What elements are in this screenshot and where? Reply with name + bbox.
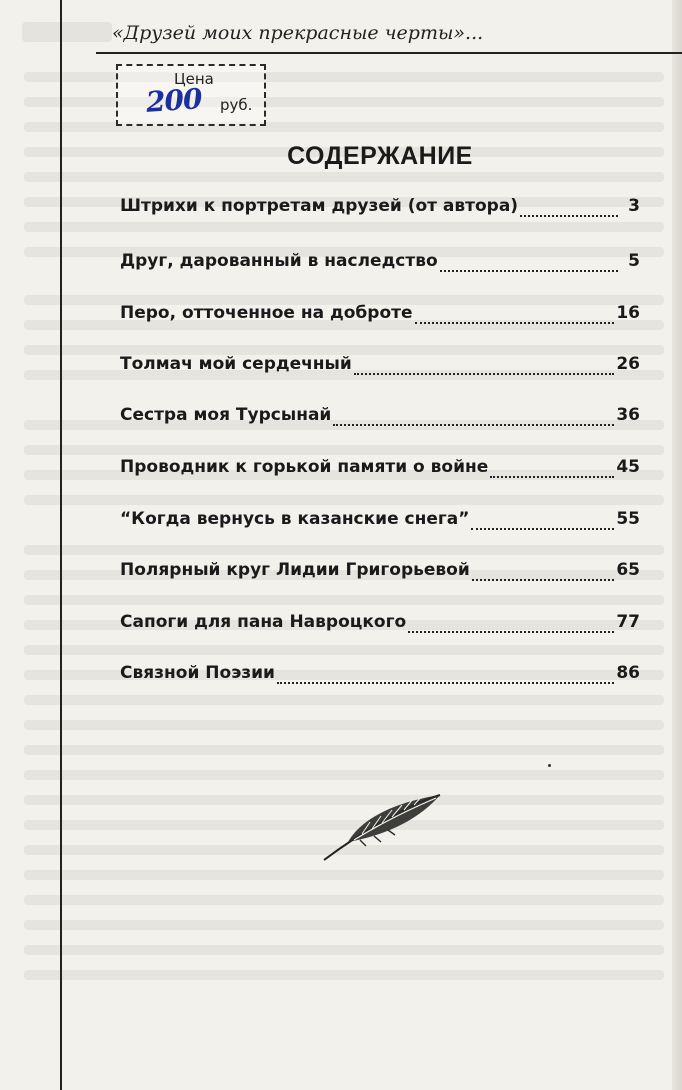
ghost-line [24,870,664,880]
ghost-line [24,645,664,655]
ghost-running-head [22,22,112,42]
toc-dot-leader [440,269,618,272]
feather-quill-icon [318,790,444,864]
ghost-line [24,222,664,232]
toc-entry[interactable] [120,405,640,431]
ink-speck [548,764,551,767]
ghost-line [24,945,664,955]
ghost-line [24,895,664,905]
ghost-line [24,595,664,605]
toc-entry[interactable] [120,354,640,380]
ghost-line [24,970,664,980]
toc-dot-leader [490,475,614,478]
toc-page-number: 77 [616,612,640,632]
page-title: СОДЕРЖАНИЕ [287,142,473,170]
toc-page-number: 3 [628,196,640,216]
toc-entry[interactable] [120,251,640,277]
ghost-line [24,920,664,930]
toc-page-number: 45 [616,457,640,477]
price-stamp-currency: руб. [220,96,253,114]
toc-dot-leader [333,423,614,426]
header-rule [96,52,682,54]
ghost-line [24,695,664,705]
ghost-line [24,720,664,730]
toc-dot-leader [471,527,614,530]
price-handwritten-value: 200 [144,82,203,119]
toc-entry-title: Штрихи к портретам друзей (от автора) [120,196,519,216]
toc-entry-title: Толмач мой сердечный [120,354,352,374]
toc-page-number: 65 [616,560,640,580]
ghost-line [24,745,664,755]
toc-dot-leader [415,321,615,324]
toc-entry-title: Проводник к горькой памяти о войне [120,457,489,477]
ghost-line [24,172,664,182]
toc-page-number: 36 [616,405,640,425]
toc-dot-leader [408,630,614,633]
toc-entry-title: Сапоги для пана Навроцкого [120,612,407,632]
toc-entry-title: “Когда вернусь в казанские снега” [120,509,470,529]
toc-entry[interactable] [120,457,640,483]
toc-entry-title: Связной Поэзии [120,663,275,683]
ghost-line [24,770,664,780]
toc-entry-title: Сестра моя Турсынай [120,405,332,425]
toc-entry[interactable] [120,509,640,535]
toc-page-number: 55 [616,509,640,529]
page-gutter-rule [60,0,62,1090]
toc-dot-leader [472,578,615,581]
ghost-line [24,495,664,505]
toc-entry[interactable] [120,303,640,329]
toc-entry-title: Друг, дарованный в наследство [120,251,438,271]
toc-page-number: 16 [616,303,640,323]
toc-dot-leader [354,372,615,375]
toc-entry[interactable] [120,612,640,638]
toc-page-number: 86 [616,663,640,683]
toc-dot-leader [277,681,614,684]
toc-entry[interactable] [120,196,640,222]
ghost-line [24,445,664,455]
toc-page-number: 5 [628,251,640,271]
running-head: «Друзей моих прекрасные черты»... [112,22,484,44]
toc-entry[interactable] [120,560,640,586]
toc-page-number: 26 [616,354,640,374]
toc-dot-leader [520,214,618,217]
price-stamp [116,64,266,126]
page-edge [672,0,682,1090]
price-stamp-label: Цена [174,70,214,88]
toc-entry-title: Полярный круг Лидии Григорьевой [120,560,470,580]
ghost-line [24,545,664,555]
toc-entry-title: Перо, отточенное на доброте [120,303,413,323]
toc-entry[interactable] [120,663,640,689]
